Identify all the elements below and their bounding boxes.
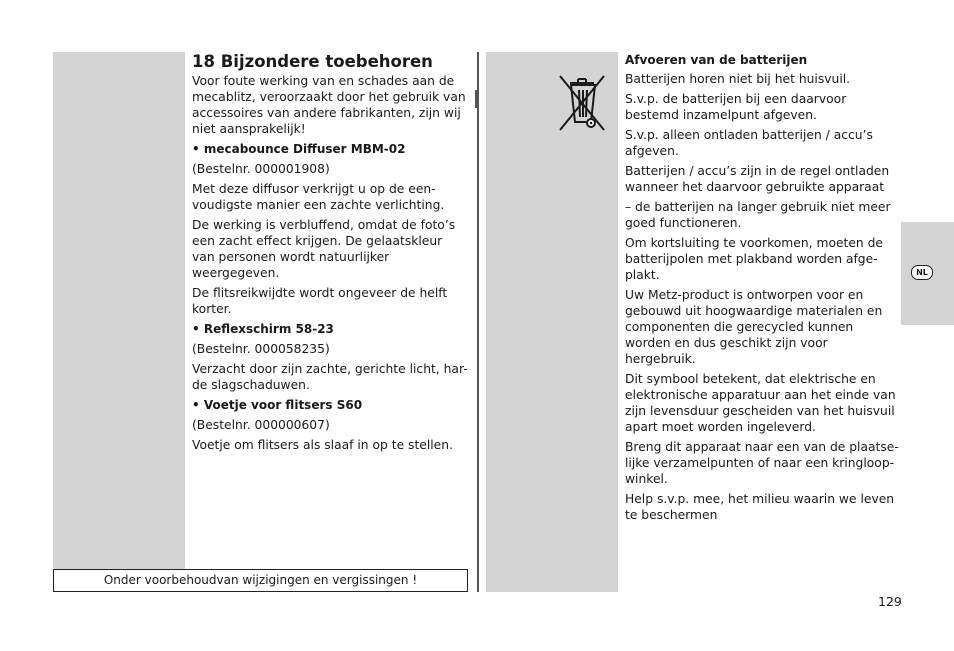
disposal-paragraph: Batterijen horen niet bij het huisvuil. <box>625 72 851 86</box>
crossed-out-wheelie-bin-icon <box>557 74 607 132</box>
disposal-heading: Afvoeren van de batterijen <box>625 53 808 67</box>
item-heading-voetje: • Voetje voor flitsers S60 <box>192 398 363 412</box>
item-description: Met deze diffusor verkrijgt u op de een-voudigste manier een zachte verlichting. <box>192 182 445 212</box>
page-number: 129 <box>878 594 902 609</box>
item-heading-reflexschirm: • Reflexschirm 58-23 <box>192 322 334 336</box>
language-badge: NL <box>911 265 933 280</box>
disposal-paragraph: – de batterijen na langer gebruik niet meer goed functioneren. <box>625 200 891 230</box>
left-margin-panel <box>53 52 185 592</box>
intro-paragraph: Voor foute werking van en schades aan de mecablitz, veroorzaakt door het gebruik van accessoires van andere fabrikanten, zijn wij niet aansprakelijk! <box>192 74 466 136</box>
disposal-paragraph: Om kortsluiting te voorkomen, moeten de batterijpolen met plakband worden afge-plakt. <box>625 236 883 282</box>
right-margin-panel <box>486 52 618 592</box>
item-order-number: (Bestelnr. 000058235) <box>192 342 330 356</box>
accessories-section <box>192 52 468 457</box>
disposal-paragraph: Breng dit apparaat naar een van de plaatse-lijke verzamelpunten of naar een kringloop-winkel. <box>625 440 899 486</box>
disposal-paragraph: S.v.p. alleen ontladen batterijen / accu’s afgeven. <box>625 128 873 158</box>
disposal-paragraph: Batterijen / accu’s zijn in de regel ontladen wanneer het daarvoor gebruikte apparaat <box>625 164 890 194</box>
item-description: De flitsreikwijdte wordt ongeveer de helft korter. <box>192 286 448 316</box>
item-order-number: (Bestelnr. 000001908) <box>192 162 330 176</box>
section-title: 18 Bijzondere toebehoren <box>192 52 433 71</box>
item-description: De werking is verbluffend, omdat de foto’s een zacht effect krijgen. De gelaatskleur van personen wordt natuurlijker weergegeven. <box>192 218 456 280</box>
item-order-number: (Bestelnr. 000000607) <box>192 418 330 432</box>
disposal-paragraph: Dit symbool betekent, dat elektrische en elektronische apparatuur aan het einde van zijn levensduur gescheiden van het huisvuil apart moet worden ingeleverd. <box>625 372 896 434</box>
disposal-paragraph: Help s.v.p. mee, het milieu waarin we leven te beschermen <box>625 492 895 522</box>
divider-mark <box>475 90 477 108</box>
disclaimer-footnote: Onder voorbehoudvan wijzigingen en vergissingen ! <box>53 569 468 592</box>
item-heading-diffuser: • mecabounce Diffuser MBM-02 <box>192 142 406 156</box>
column-divider <box>477 52 479 592</box>
disposal-paragraph: S.v.p. de batterijen bij een daarvoor bestemd inzamelpunt afgeven. <box>625 92 847 122</box>
battery-disposal-section <box>625 52 901 527</box>
item-description: Verzacht door zijn zachte, gerichte licht, har-de slagschaduwen. <box>192 362 468 392</box>
item-description: Voetje om flitsers als slaaf in op te stellen. <box>192 438 453 452</box>
disposal-paragraph: Uw Metz-product is ontworpen voor en gebouwd uit hoogwaardige materialen en componenten die gerecycled kunnen worden en dus geschikt zijn voor hergebruik. <box>625 288 883 366</box>
